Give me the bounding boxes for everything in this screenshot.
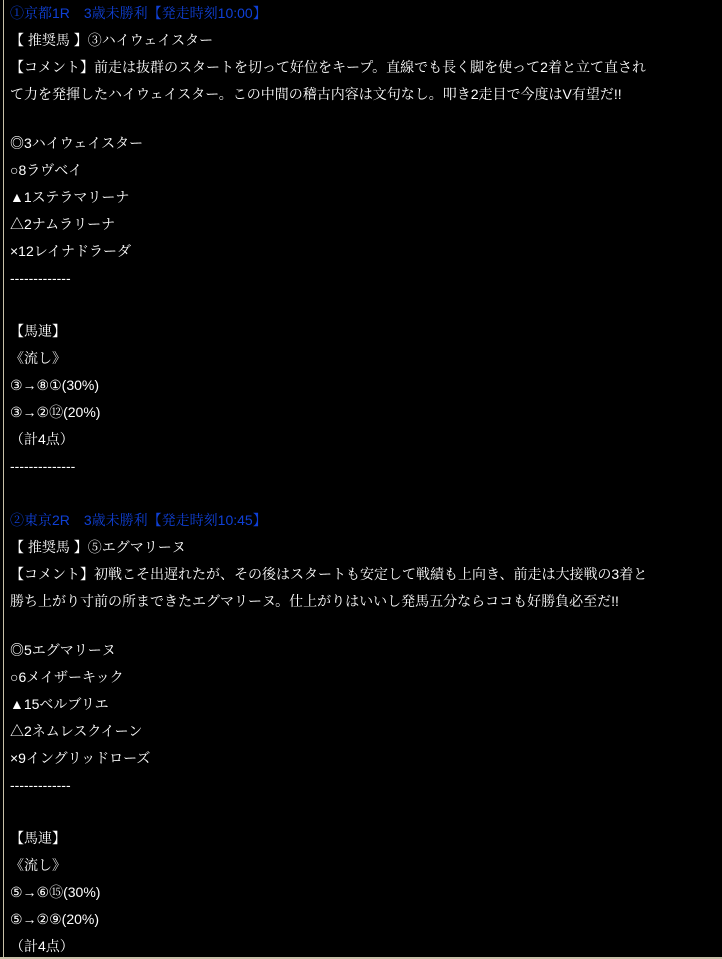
bet-style-label: 《流し》 (10, 857, 66, 873)
race-section-kyoto-1r (10, 0, 714, 507)
dashed-divider: -------------- (10, 458, 76, 474)
mark-line-honmei: ◎3ハイウェイスター (10, 135, 144, 151)
mark-line-tanana: ▲1ステラマリーナ (10, 189, 130, 205)
bet-type-label: 【馬連】 (10, 323, 66, 339)
dashed-divider: ------------- (10, 777, 71, 793)
bet-total-points: （計4点） (10, 938, 74, 954)
bet-style-label: 《流し》 (10, 350, 66, 366)
mark-line-renka: △2ナムラリーナ (10, 216, 116, 232)
bet-total-points: （計4点） (10, 431, 74, 447)
mark-line-taikou: ○6メイザーキック (10, 669, 124, 685)
recommend-horse-line: 【 推奨馬 】⑤エグマリーヌ (10, 539, 186, 555)
recommend-horse-line: 【 推奨馬 】③ハイウェイスター (10, 32, 214, 48)
spacer (10, 108, 714, 130)
race-header: ①京都1R 3歳未勝利【発走時刻10:00】 (10, 5, 267, 21)
bet-combination-line: ⑤→②⑨(20%) (10, 911, 99, 927)
race-header: ②東京2R 3歳未勝利【発走時刻10:45】 (10, 512, 267, 528)
dashed-divider: ------------- (10, 270, 71, 286)
spacer (10, 480, 714, 507)
bet-combination-line: ③→②⑫(20%) (10, 404, 101, 420)
mark-line-hoshi: ×9イングリッドローズ (10, 750, 151, 766)
bet-type-label: 【馬連】 (10, 830, 66, 846)
comment-paragraph: 【コメント】初戦こそ出遅れたが、その後はスタートも安定して戦績も上向き、前走は大接戦の3着と勝ち上がり寸前の所まできたエグマリーヌ。仕上がりはいいし発馬五分ならココも好勝負必至だ!! (10, 566, 648, 609)
bet-combination-line: ⑤→⑥⑮(30%) (10, 884, 101, 900)
spacer (10, 292, 714, 318)
mark-line-taikou: ○8ラヴベイ (10, 162, 83, 178)
mark-line-tanana: ▲15ベルブリエ (10, 696, 109, 712)
bet-combination-line: ③→⑧①(30%) (10, 377, 99, 393)
mark-line-renka: △2ネムレスクイーン (10, 723, 143, 739)
race-section-tokyo-2r (10, 507, 714, 959)
spacer (10, 799, 714, 825)
mark-line-honmei: ◎5エグマリーヌ (10, 642, 116, 658)
spacer (10, 615, 714, 637)
comment-paragraph: 【コメント】前走は抜群のスタートを切って好位をキープ。直線でも長く脚を使って2着と立て直されて力を発揮したハイウェイスター。この中間の稽古内容は文句なし。叩き2走目で今度はV有望だ!! (10, 59, 646, 102)
mark-line-hoshi: ×12レイナドラーダ (10, 243, 132, 259)
